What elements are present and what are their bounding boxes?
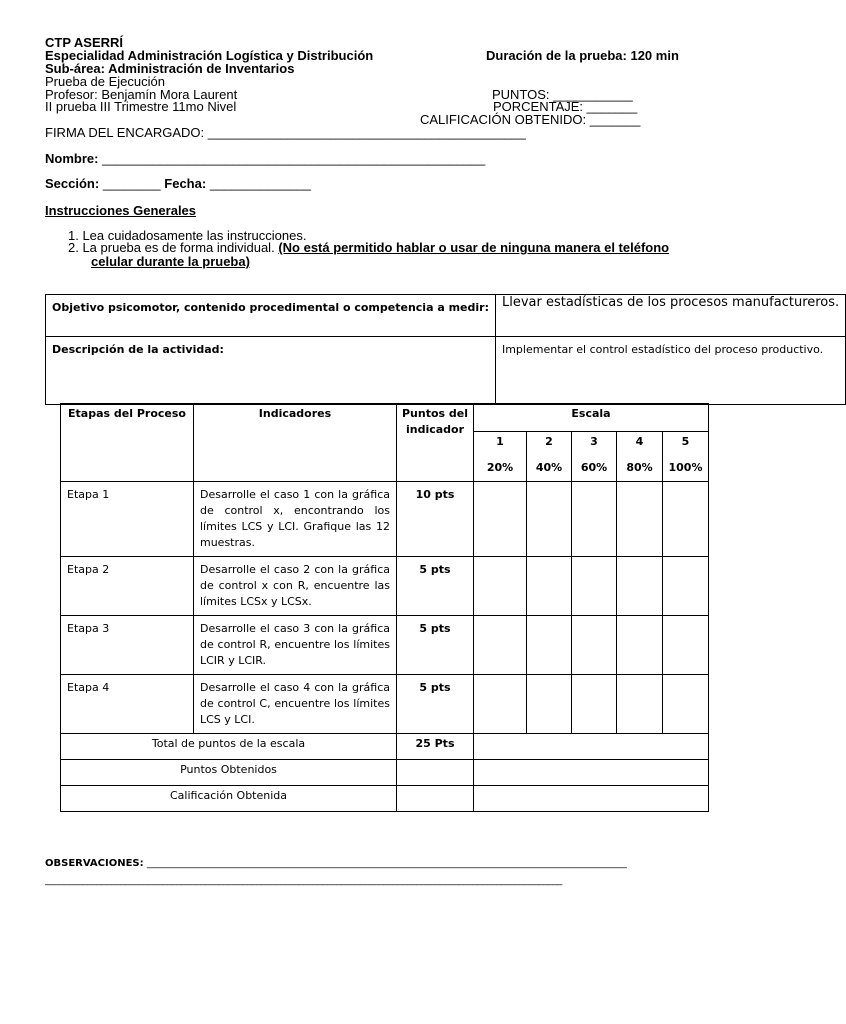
obtained-points-cell[interactable] xyxy=(397,760,474,786)
stage-cell: Etapa 2 xyxy=(61,557,194,616)
score-cell[interactable] xyxy=(572,482,617,557)
scale-level: 1 xyxy=(496,435,504,448)
instruction-2 xyxy=(68,241,669,254)
header-stages: Etapas del Proceso xyxy=(61,404,194,482)
school-name: CTP ASERRÍ xyxy=(45,35,124,50)
total-points: 25 Pts xyxy=(397,734,474,760)
stage-cell: Etapa 1 xyxy=(61,482,194,557)
observations-row xyxy=(45,857,627,871)
score-cell[interactable] xyxy=(617,675,663,734)
scale-percent: 60% xyxy=(580,461,608,474)
points-cell: 5 pts xyxy=(397,675,474,734)
rubric-table xyxy=(60,403,709,812)
scale-level: 4 xyxy=(635,435,644,448)
indicator-cell: Desarrolle el caso 4 con la gráfica de control C, encuentre los límites LCS y LCI. xyxy=(194,675,397,734)
name-row xyxy=(45,152,485,165)
scale-level: 3 xyxy=(590,435,598,448)
table-row xyxy=(61,616,709,675)
score-cell[interactable] xyxy=(527,482,572,557)
test-info: II prueba III Trimestre 11mo Nivel xyxy=(45,99,237,114)
observations-label: OBSERVACIONES: xyxy=(45,858,144,869)
grade-row xyxy=(61,786,709,812)
score-cell[interactable] xyxy=(527,616,572,675)
stage-cell: Etapa 3 xyxy=(61,616,194,675)
obtained-row xyxy=(61,760,709,786)
score-cell[interactable] xyxy=(572,675,617,734)
score-cell[interactable] xyxy=(572,557,617,616)
score-cell[interactable] xyxy=(474,675,527,734)
objective-table xyxy=(45,294,846,405)
points-cell: 10 pts xyxy=(397,482,474,557)
instruction-2-warning-cont: celular durante la prueba) xyxy=(91,254,250,269)
score-cell[interactable] xyxy=(663,675,709,734)
percentage-field: PORCENTAJE: _______ xyxy=(493,99,638,114)
table-row xyxy=(61,482,709,557)
observations-line-1: ________________________________________________________________________________________________ xyxy=(146,858,627,869)
scale-level-5 xyxy=(663,432,709,482)
score-cell[interactable] xyxy=(474,557,527,616)
grade-label: Calificación Obtenida xyxy=(61,786,397,812)
objective-value: Llevar estadísticas de los procesos manufactureros. xyxy=(495,295,845,337)
instruction-2-warning: (No está permitido hablar o usar de ninguna manera el teléfono xyxy=(278,240,670,255)
scale-level: 2 xyxy=(545,435,553,448)
indicator-cell: Desarrolle el caso 1 con la gráfica de control x, encontrando los límites LCS y LCI. Grafique las 12 muestras. xyxy=(194,482,397,557)
header-scale: Escala xyxy=(474,404,709,432)
section-line: ________ xyxy=(102,176,161,191)
table-row xyxy=(61,557,709,616)
test-type: Prueba de Ejecución xyxy=(45,74,165,89)
name-label: Nombre: xyxy=(45,151,99,166)
header-indicators: Indicadores xyxy=(194,404,397,482)
name-line: _____________________________________________________ xyxy=(102,151,486,166)
points-cell: 5 pts xyxy=(397,616,474,675)
table-row xyxy=(61,675,709,734)
description-label: Descripción de la actividad: xyxy=(46,337,496,405)
duration: Duración de la prueba: 120 min xyxy=(486,48,679,63)
specialty: Especialidad Administración Logística y Distribución xyxy=(45,48,374,63)
score-cell[interactable] xyxy=(617,557,663,616)
obtained-label: Puntos Obtenidos xyxy=(61,760,397,786)
objective-label: Objetivo psicomotor, contenido procedimental o competencia a medir: xyxy=(46,295,496,337)
scale-percent: 100% xyxy=(668,461,703,474)
total-row xyxy=(61,734,709,760)
section-label: Sección: xyxy=(45,176,100,191)
signature-field: FIRMA DEL ENCARGADO: ____________________________________________ xyxy=(45,125,526,140)
instruction-1: 1. Lea cuidadosamente las instrucciones. xyxy=(68,228,307,243)
score-cell[interactable] xyxy=(527,675,572,734)
scale-level: 5 xyxy=(681,435,690,448)
score-cell[interactable] xyxy=(663,616,709,675)
grade-field: CALIFICACIÓN OBTENIDO: _______ xyxy=(420,112,641,127)
obtained-scale-cell[interactable] xyxy=(474,760,709,786)
scale-percent: 20% xyxy=(486,461,514,474)
score-cell[interactable] xyxy=(474,482,527,557)
indicator-cell: Desarrolle el caso 3 con la gráfica de control R, encuentre los límites LCIR y LCIR. xyxy=(194,616,397,675)
scale-percent: 80% xyxy=(626,461,653,474)
score-cell[interactable] xyxy=(572,616,617,675)
scale-level-1 xyxy=(474,432,527,482)
date-label: Fecha: xyxy=(164,176,207,191)
teacher: Profesor: Benjamín Mora Laurent xyxy=(45,87,238,102)
score-cell[interactable] xyxy=(663,482,709,557)
total-label: Total de puntos de la escala xyxy=(61,734,397,760)
instructions-title: Instrucciones Generales xyxy=(45,203,197,218)
grade-points-cell[interactable] xyxy=(397,786,474,812)
section-date-row xyxy=(45,177,311,190)
points-cell: 5 pts xyxy=(397,557,474,616)
total-scale-cell[interactable] xyxy=(474,734,709,760)
score-cell[interactable] xyxy=(527,557,572,616)
scale-level-2 xyxy=(527,432,572,482)
subarea: Sub-área: Administración de Inventarios xyxy=(45,61,295,76)
stage-cell: Etapa 4 xyxy=(61,675,194,734)
instruction-2-text: 2. La prueba es de forma individual. xyxy=(68,240,275,255)
indicator-cell: Desarrolle el caso 2 con la gráfica de control x con R, encuentre las límites LCSx y LCSx. xyxy=(194,557,397,616)
scale-level-4 xyxy=(617,432,663,482)
scale-percent: 40% xyxy=(535,461,563,474)
grade-scale-cell[interactable] xyxy=(474,786,709,812)
observations-line-2: ______________________________________________________________________________________________________________ xyxy=(45,875,563,886)
points-field: PUNTOS: ___________ xyxy=(492,87,633,102)
score-cell[interactable] xyxy=(617,616,663,675)
scale-level-3 xyxy=(572,432,617,482)
header-points: Puntos del indicador xyxy=(397,404,474,482)
score-cell[interactable] xyxy=(617,482,663,557)
date-line: ______________ xyxy=(209,176,312,191)
score-cell[interactable] xyxy=(663,557,709,616)
description-value: Implementar el control estadístico del proceso productivo. xyxy=(495,337,845,405)
score-cell[interactable] xyxy=(474,616,527,675)
